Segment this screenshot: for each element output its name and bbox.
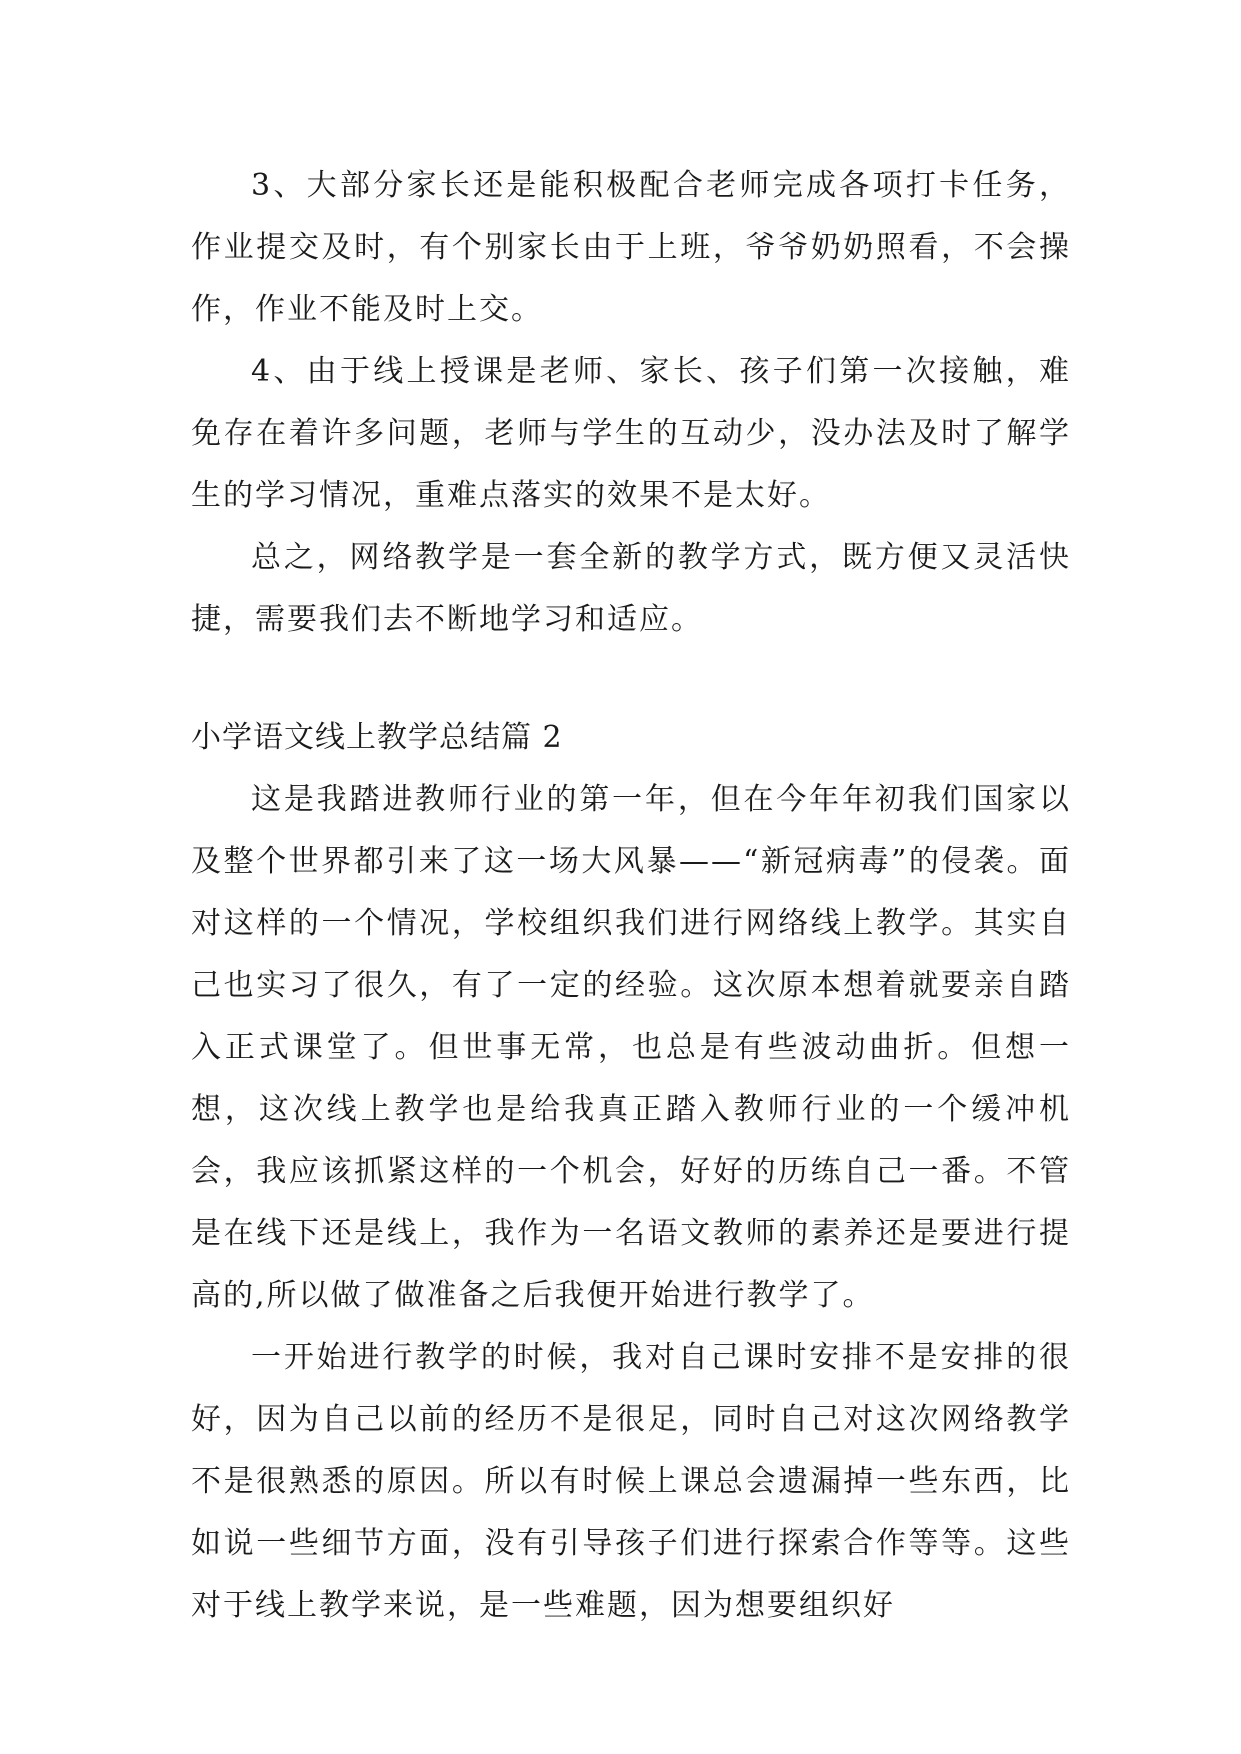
- document-body: [191, 155, 1071, 1637]
- paragraph-conclusion: 总之，网络教学是一套全新的教学方式，既方便又灵活快捷，需要我们去不断地学习和适应。: [191, 540, 1071, 637]
- paragraph-lesson-planning: 一开始进行教学的时候，我对自己课时安排不是安排的很好，因为自己以前的经历不是很足，同时自己对这次网络教学不是很熟悉的原因。所以有时候上课总会遗漏掉一些东西，比如说一些细节方面，没有引导孩子们进行探索合作等等。这些对于线上教学来说，是一些难题，因为想要组织好: [191, 1340, 1071, 1623]
- paragraph-first-year: 这是我踏进教师行业的第一年，但在今年年初我们国家以及整个世界都引来了这一场大风暴——“新冠病毒”的侵袭。面对这样的一个情况，学校组织我们进行网络线上教学。其实自己也实习了很久，有了一定的经验。这次原本想着就要亲自踏入正式课堂了。但世事无常，也总是有些波动曲折。但想一想，这次线上教学也是给我真正踏入教师行业的一个缓冲机会，我应该抓紧这样的一个机会，好好的历练自己一番。不管是在线下还是线上，我作为一名语文教师的素养还是要进行提高的,所以做了做准备之后我便开始进行教学了。: [191, 782, 1071, 1313]
- paragraph-parent-cooperation: 3、大部分家长还是能积极配合老师完成各项打卡任务，作业提交及时，有个别家长由于上班，爷爷奶奶照看，不会操作，作业不能及时上交。: [191, 168, 1071, 327]
- section-heading: 小学语文线上教学总结篇 2: [191, 720, 563, 755]
- paragraph-online-issues: 4、由于线上授课是老师、家长、孩子们第一次接触，难免存在着许多问题，老师与学生的互动少，没办法及时了解学生的学习情况，重难点落实的效果不是太好。: [191, 354, 1071, 513]
